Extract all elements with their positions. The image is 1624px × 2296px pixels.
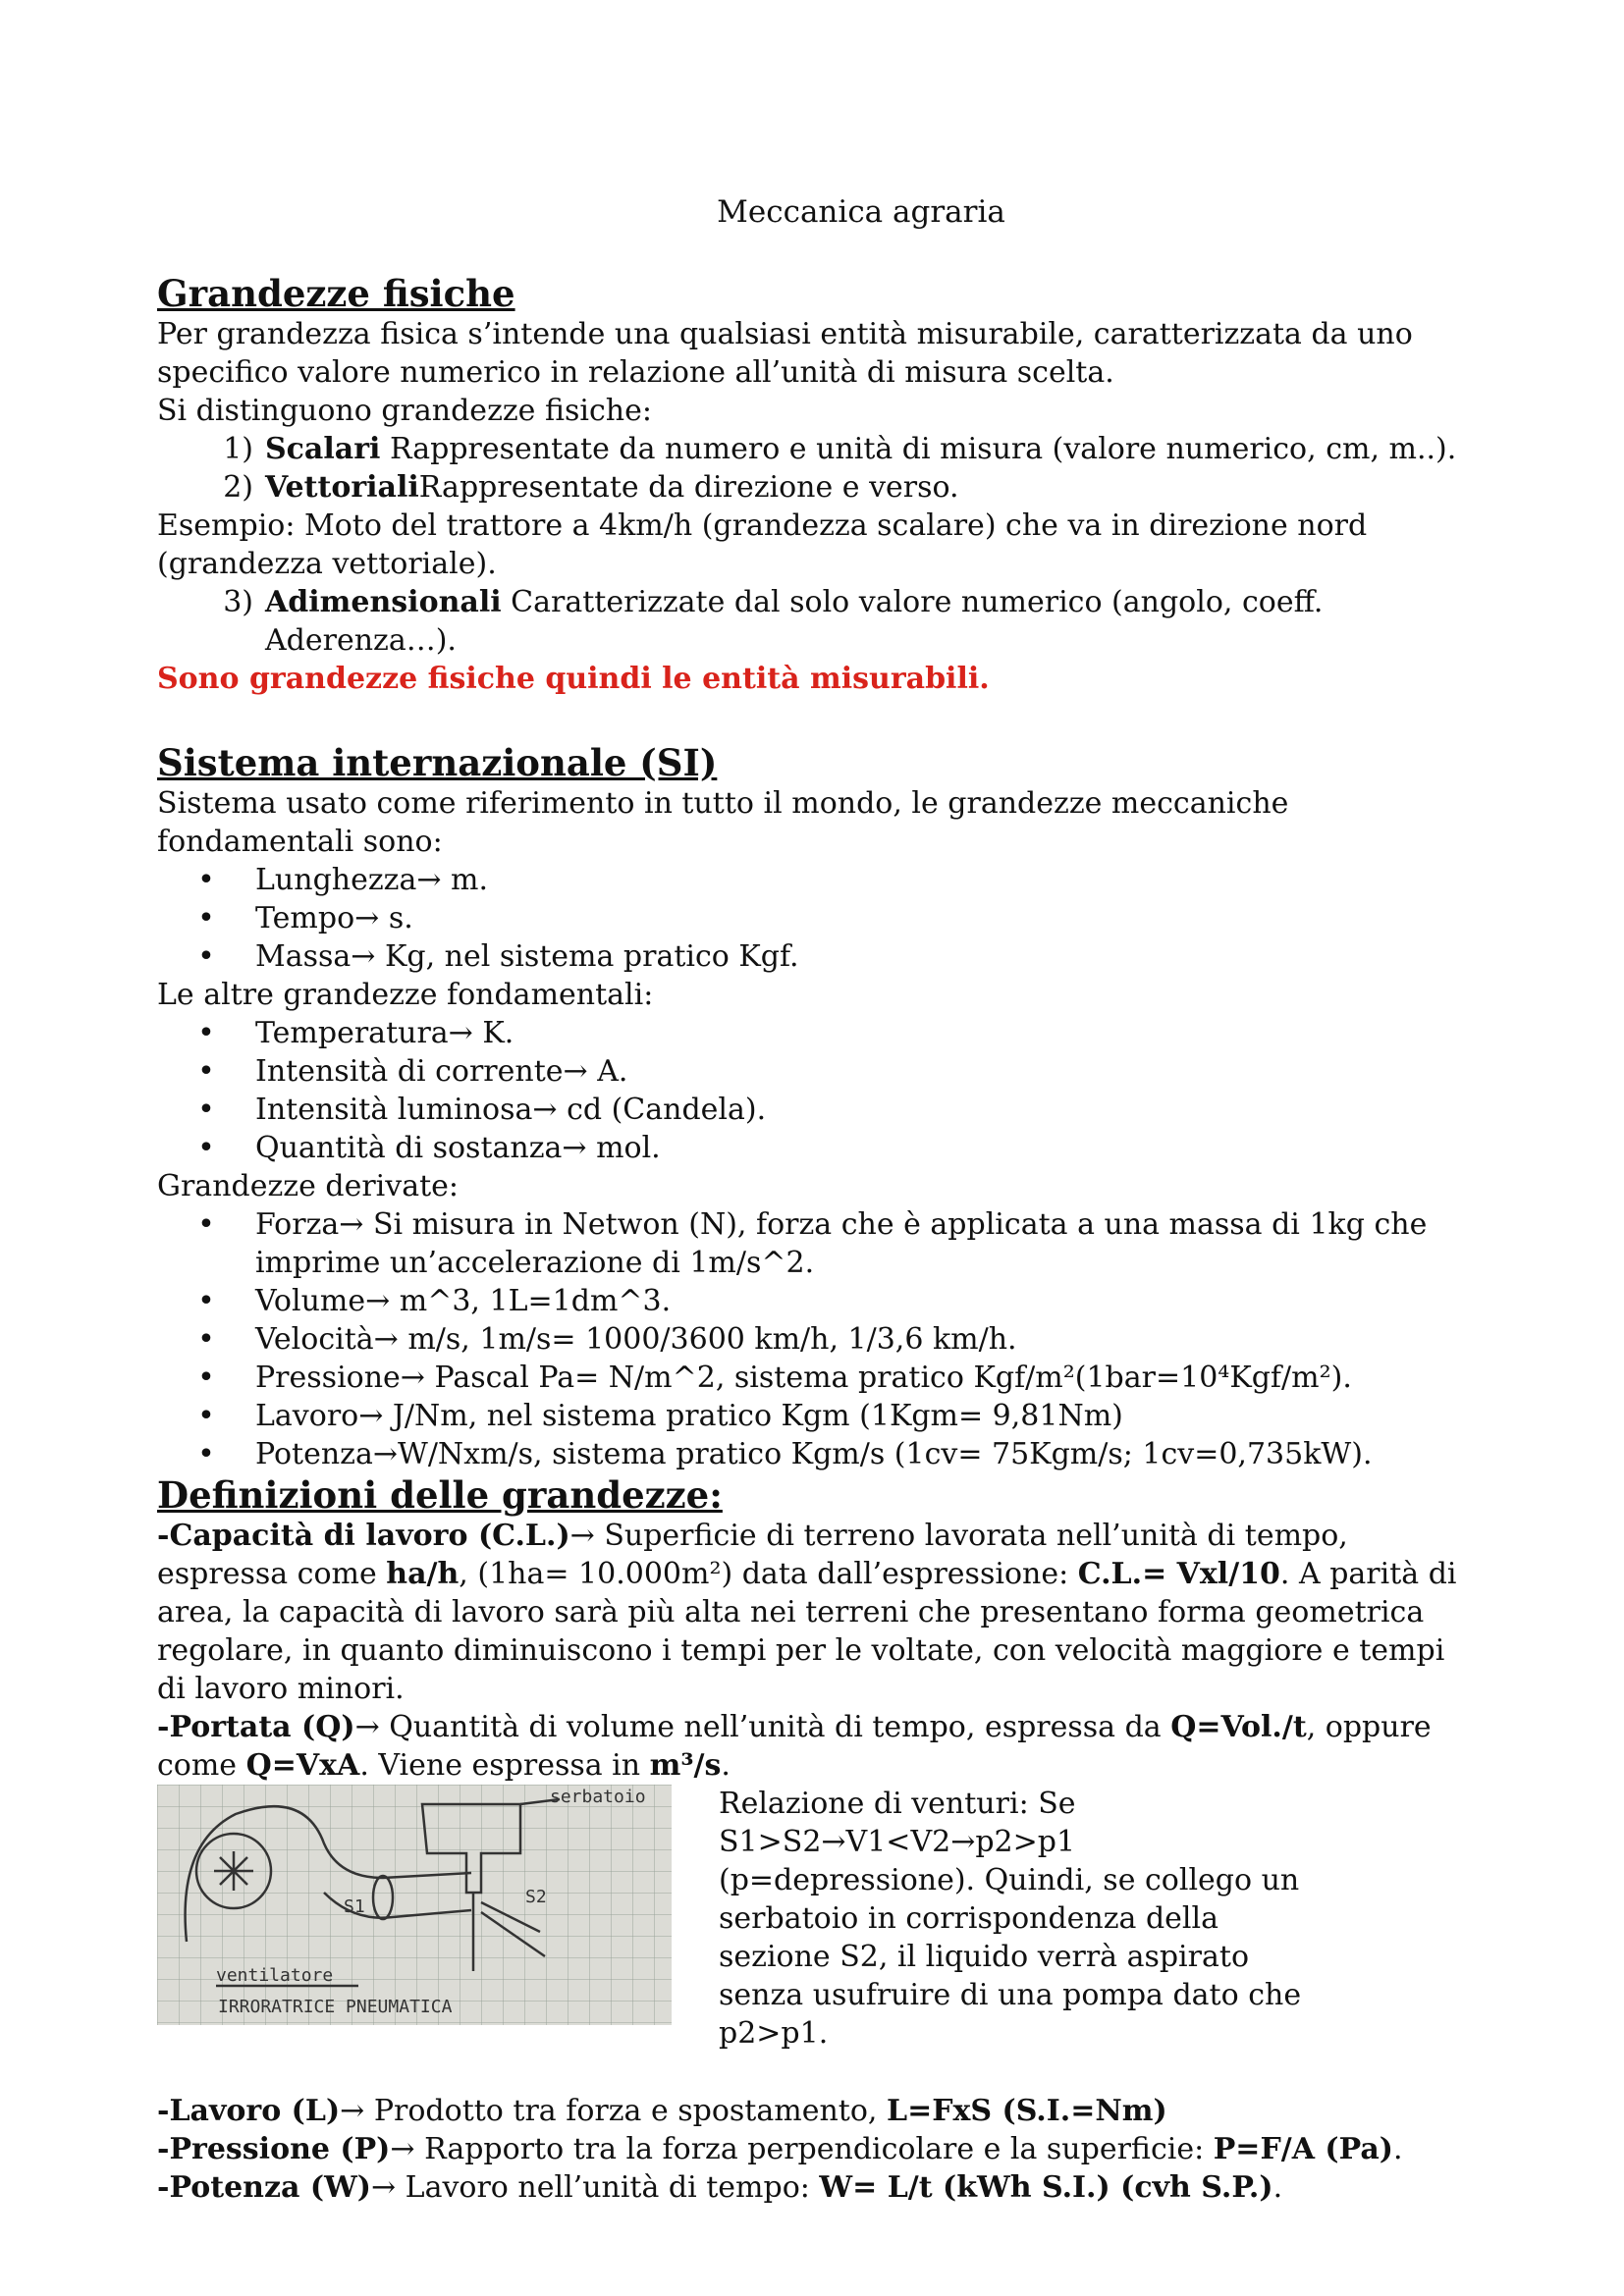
numbered-item: 2) VettorialiRappresentate da direzione e verso. [223, 470, 959, 505]
heading-definizioni: Definizioni delle grandezze: [157, 1473, 723, 1517]
heading-sistema-internazionale: Sistema internazionale (SI) [157, 741, 718, 784]
paragraph-potenza: -Potenza (W)→ Lavoro nell’unità di tempo: W= L/t (kWh S.I.) (cvh S.P.). [157, 2170, 1283, 2205]
venturi-text: Relazione di venturi: Se S1>S2→V1<V2→p2>p1 (p=depressione). Quindi, se collego un serbatoio in corrispondenza della sezione S2, il liquido verrà aspirato senza usufruire di una pompa dato che p2>p1. [719, 1787, 1302, 2051]
irroratrice-label: IRRORATRICE PNEUMATICA [218, 1997, 453, 2017]
document-title: Meccanica agraria [717, 194, 1005, 230]
numbered-item: 3) Adimensionali Caratterizzate dal solo valore numerico (angolo, coeff. Aderenza…). [223, 585, 1324, 658]
heading-grandezze-fisiche: Grandezze fisiche [157, 272, 515, 315]
bullet-list: • Forza→ Si misura in Netwon (N), forza che è applicata a una massa di 1kg che imprime un’accelerazione di 1m/s^2. • Volume→ m^3, 1L=1dm^3. • Velocità→ m/s, 1m/s= 1000/3600 km/h, 1/3,6 km/h. • Pressione→ Pascal Pa= N/m^2, sistema pratico Kgf/m²(1bar=10⁴Kgf/m²). • Lavoro→ J/Nm, nel sistema pratico Kgm (1Kgm= 9,81Nm) • Potenza→W/Nxm/s, sistema pratico Kgm/s (1cv= 75Kgm/s; 1cv=0,735kW). [197, 1207, 1428, 1471]
s2-label: S2 [525, 1887, 547, 1907]
paragraph-pressione: -Pressione (P)→ Rapporto tra la forza perpendicolare e la superficie: P=F/A (Pa). [157, 2132, 1403, 2166]
ventilatore-label: ventilatore [216, 1965, 334, 1986]
paragraph: Si distinguono grandezze fisiche: [157, 394, 652, 428]
paragraph: Per grandezza fisica s’intende una qualsiasi entità misurabile, caratterizzata da uno specifico valore numerico in relazione all’unità di misura scelta. [157, 317, 1413, 390]
s1-label: S1 [344, 1896, 365, 1917]
bullet-list: • Temperatura→ K. • Intensità di corrente→ A. • Intensità luminosa→ cd (Candela). • Quantità di sostanza→ mol. [197, 1016, 767, 1165]
serbatoio-label: serbatoio [550, 1787, 646, 1807]
highlight-note: Sono grandezze fisiche quindi le entità misurabili. [157, 662, 990, 696]
page-content [157, 191, 1473, 2207]
venturi-sketch-image [157, 1785, 672, 2025]
paragraph: Sistema usato come riferimento in tutto il mondo, le grandezze meccaniche fondamentali sono: [157, 786, 1289, 859]
paragraph-lavoro: -Lavoro (L)→ Prodotto tra forza e spostamento, L=FxS (S.I.=Nm) [157, 2094, 1167, 2128]
figure-row [157, 1785, 1473, 2053]
paragraph-capacita: -Capacità di lavoro (C.L.)→ Superficie di terreno lavorata nell’unità di tempo, espressa come ha/h, (1ha= 10.000m²) data dall’espressione: C.L.= Vxl/10. A parità di area, la capacità di lavoro sarà più alta nei terreni che presentano forma geometrica regolare, in quanto diminuiscono i tempi per le voltate, con velocità maggiore e tempi di lavoro minori. [157, 1519, 1457, 1706]
paragraph-portata: -Portata (Q)→ Quantità di volume nell’unità di tempo, espressa da Q=Vol./t, oppure come Q=VxA. Viene espressa in m³/s. [157, 1710, 1432, 1783]
paragraph: Le altre grandezze fondamentali: [157, 978, 654, 1012]
bullet-list: • Lunghezza→ m. • Tempo→ s. • Massa→ Kg, nel sistema pratico Kgf. [197, 863, 799, 974]
paragraph: Esempio: Moto del trattore a 4km/h (grandezza scalare) che va in direzione nord (grandezza vettoriale). [157, 508, 1368, 581]
numbered-item: 1) Scalari Rappresentate da numero e unità di misura (valore numerico, cm, m..). [223, 432, 1457, 466]
paragraph: Grandezze derivate: [157, 1169, 460, 1203]
